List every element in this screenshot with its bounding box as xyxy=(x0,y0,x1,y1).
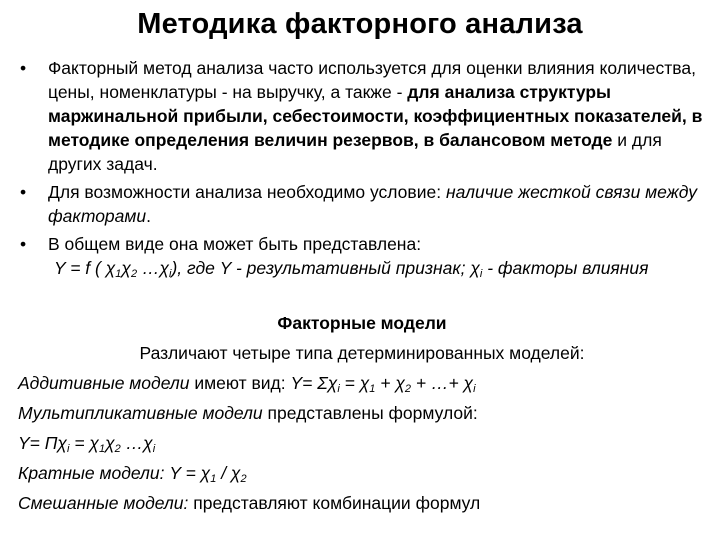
models-intro: Различают четыре типа детерминированных моделей: xyxy=(139,343,585,363)
bullet-item xyxy=(18,180,706,228)
general-formula: Y = f ( $\chi_1\chi_2$ $\dots\chi_i$), где Y - результативный признак; $\chi_i$ - факторы влияния xyxy=(54,258,649,280)
ratio-models-line: Кратные модели: $Y = \chi_1 / \chi_2$ xyxy=(18,463,247,485)
bullet-text: В общем виде она может быть представлена: xyxy=(48,234,422,254)
bullet-marker: • xyxy=(20,234,27,254)
bullet-marker: • xyxy=(20,58,27,78)
multiplicative-models-label: Мультипликативные модели xyxy=(18,403,263,423)
bullet-bold-text: для анализа структуры маржинальной прибыли, себестоимости, коэффициентных показателей, в методике определения величин резервов, в балансовом методе xyxy=(48,82,703,150)
mixed-models-label: Смешанные модели: xyxy=(18,493,189,513)
slide-title: Методика факторного анализа xyxy=(137,8,583,40)
multiplicative-models-line: Мультипликативные модели представлены формулой: xyxy=(18,403,478,423)
additive-formula: $Y= \Sigma\chi_i = \chi_1 + \chi_2$ + …+ $\chi_i$ xyxy=(290,373,476,395)
bullet-item xyxy=(18,56,706,176)
bullet-text: Для возможности анализа необходимо условие: xyxy=(48,182,446,202)
bullet-marker: • xyxy=(20,182,27,202)
mixed-models-line: Смешанные модели: представляют комбинации формул xyxy=(18,493,481,513)
bullet-text-end: и для других задач. xyxy=(48,130,662,174)
additive-models-label: Аддитивные модели xyxy=(18,373,190,393)
factor-models-section xyxy=(18,308,706,518)
section-title: Факторные модели xyxy=(277,313,447,333)
multiplicative-formula-line: $Y= П\chi_i = \chi_1\chi_2$ $\dots\chi_i$ xyxy=(18,433,156,455)
ratio-models-label: Кратные модели xyxy=(18,463,160,483)
bullet-text-end: . xyxy=(146,206,151,226)
additive-models-line: Аддитивные модели имеют вид: $Y= \Sigma\chi_i = \chi_1 + \chi_2$ + …+ $\chi_i$ xyxy=(18,373,476,395)
bullet-list xyxy=(18,56,706,280)
bullet-text: Факторный метод анализа часто используется для оценки влияния количества, цены, номенклатуры - на выручку, а также - xyxy=(48,58,696,102)
bullet-italic-text: наличие жесткой связи между факторами xyxy=(48,182,697,226)
bullet-item xyxy=(18,232,706,280)
